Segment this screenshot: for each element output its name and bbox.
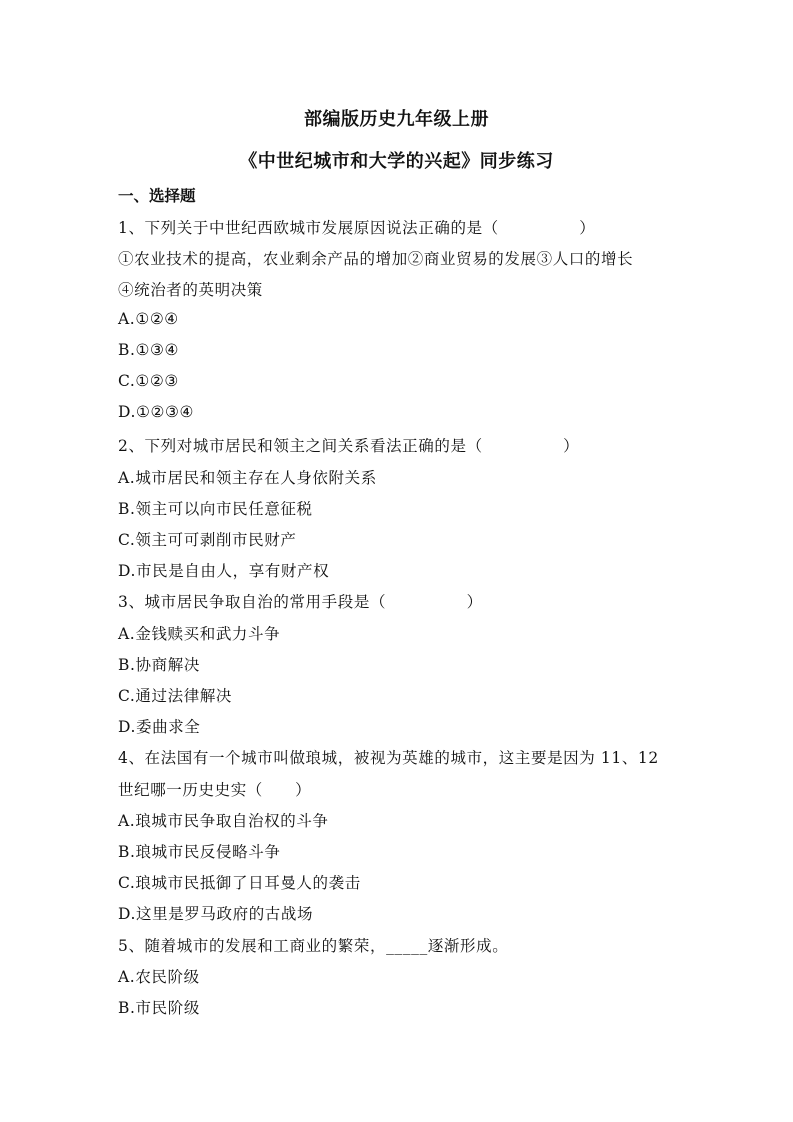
question-1-option-d: D.①②③④	[118, 403, 194, 421]
question-4-option-d: D.这里是罗马政府的古战场	[118, 905, 314, 923]
question-2-option-d: D.市民是自由人，享有财产权	[118, 562, 330, 580]
question-4-option-c: C.琅城市民抵御了日耳曼人的袭击	[118, 874, 361, 892]
question-2-option-c: C.领主可可剥削市民财产	[118, 531, 297, 549]
document-subtitle: 《中世纪城市和大学的兴起》同步练习	[239, 151, 554, 172]
question-4-stem-continued: 世纪哪一历史史实（ ）	[118, 781, 312, 799]
section-heading: 一、选择题	[118, 186, 196, 205]
question-2-option-b: B.领主可以向市民任意征税	[118, 500, 313, 518]
question-1-stem-continued-2: ④统治者的英明决策	[118, 281, 263, 299]
question-1-option-b: B.①③④	[118, 341, 180, 359]
document-title: 部编版历史九年级上册	[304, 109, 489, 130]
question-3-option-d: D.委曲求全	[118, 718, 201, 736]
question-3-option-a: A.金钱赎买和武力斗争	[118, 625, 281, 643]
question-4-stem: 4、在法国有一个城市叫做琅城，被视为英雄的城市，这主要是因为 11、12	[118, 749, 659, 767]
question-1-option-a: A.①②④	[118, 310, 179, 328]
question-3-option-c: C.通过法律解决	[118, 687, 233, 705]
question-1-stem: 1、下列关于中世纪西欧城市发展原因说法正确的是（ ）	[118, 219, 596, 237]
question-3-option-b: B.协商解决	[118, 656, 200, 674]
question-5-stem: 5、随着城市的发展和工商业的繁荣，_____逐渐形成。	[118, 937, 509, 955]
question-5-option-b: B.市民阶级	[118, 999, 200, 1017]
question-4-option-a: A.琅城市民争取自治权的斗争	[118, 812, 329, 830]
question-5-option-a: A.农民阶级	[118, 968, 200, 986]
question-2-option-a: A.城市居民和领主存在人身依附关系	[118, 469, 377, 487]
question-4-option-b: B.琅城市民反侵略斗争	[118, 843, 281, 861]
question-1-option-c: C.①②③	[118, 372, 179, 390]
question-3-stem: 3、城市居民争取自治的常用手段是（ ）	[118, 593, 483, 611]
question-1-stem-continued: ①农业技术的提高，农业剩余产品的增加②商业贸易的发展③人口的增长	[118, 250, 634, 268]
question-2-stem: 2、下列对城市居民和领主之间关系看法正确的是（ ）	[118, 437, 580, 455]
